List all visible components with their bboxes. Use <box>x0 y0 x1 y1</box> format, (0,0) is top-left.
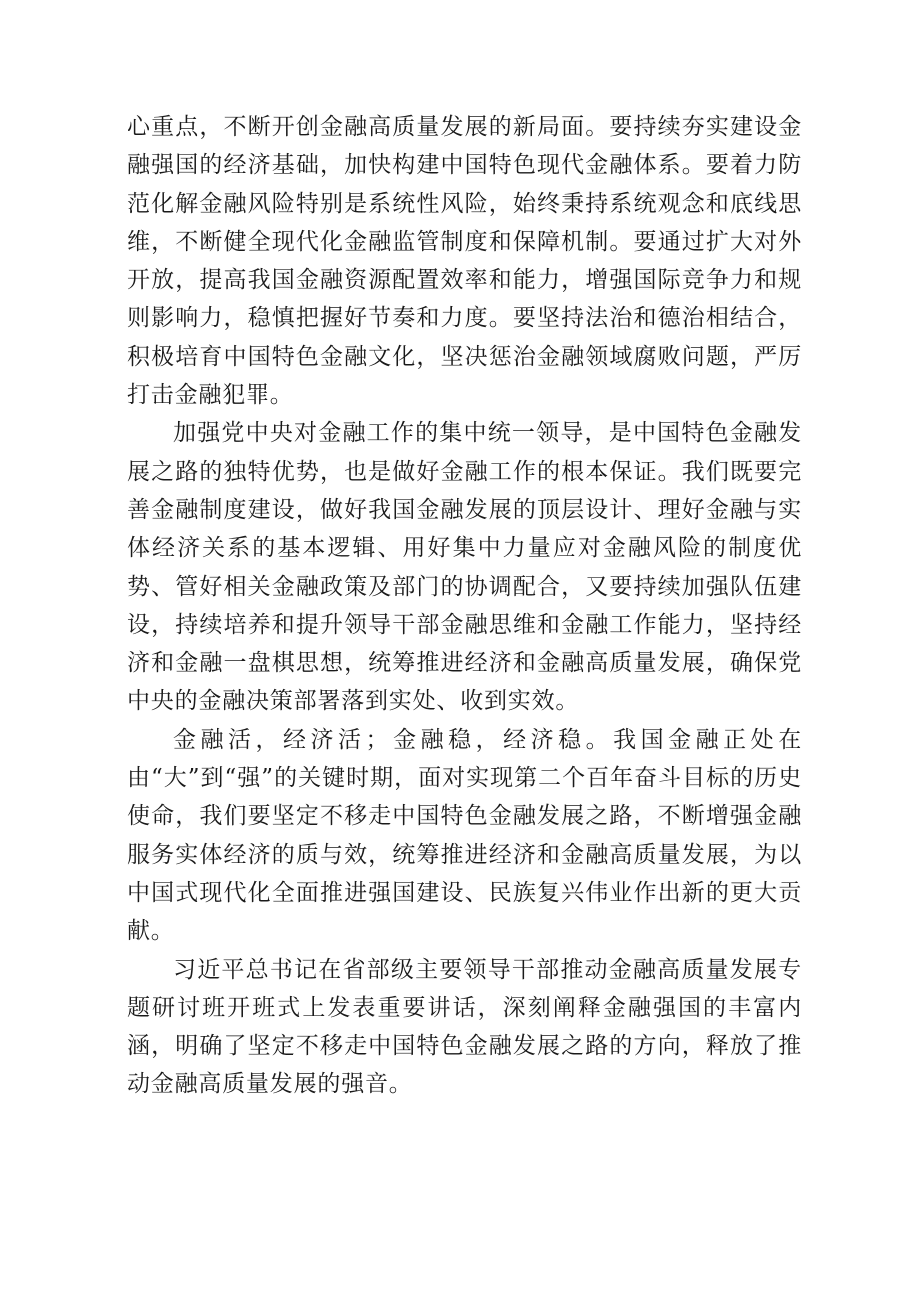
paragraph-4: 习近平总书记在省部级主要领导干部推动金融高质量发展专题研讨班开班式上发表重要讲话，深刻阐释金融强国的丰富内涵，明确了坚定不移走中国特色金融发展之路的方向，释放了推动金融高质量发展的强音。 <box>127 956 802 1098</box>
paragraph-2: 加强党中央对金融工作的集中统一领导，是中国特色金融发展之路的独特优势，也是做好金融工作的根本保证。我们既要完善金融制度建设，做好我国金融发展的顶层设计、理好金融与实体经济关系的基本逻辑、用好集中力量应对金融风险的制度优势、管好相关金融政策及部门的协调配合，又要持续加强队伍建设，持续培养和提升领导干部金融思维和金融工作能力，坚持经济和金融一盘棋思想，统筹推进经济和金融高质量发展，确保党中央的金融决策部署落到实处、收到实效。 <box>127 420 802 715</box>
paragraph-1: 心重点，不断开创金融高质量发展的新局面。要持续夯实建设金融强国的经济基础，加快构建中国特色现代金融体系。要着力防范化解金融风险特别是系统性风险，始终秉持系统观念和底线思维，不断健全现代化金融监管制度和保障机制。要通过扩大对外开放，提高我国金融资源配置效率和能力，增强国际竞争力和规则影响力，稳慎把握好节奏和力度。要坚持法治和德治相结合，积极培育中国特色金融文化，坚决惩治金融领域腐败问题，严厉打击金融犯罪。 <box>127 114 802 409</box>
paragraph-3: 金融活，经济活；金融稳，经济稳。我国金融正处在由“大”到“强”的关键时期，面对实现第二个百年奋斗目标的历史使命，我们要坚定不移走中国特色金融发展之路，不断增强金融服务实体经济的质与效，统筹推进经济和金融高质量发展，为以中国式现代化全面推进强国建设、民族复兴伟业作出新的更大贡献。 <box>127 726 802 945</box>
